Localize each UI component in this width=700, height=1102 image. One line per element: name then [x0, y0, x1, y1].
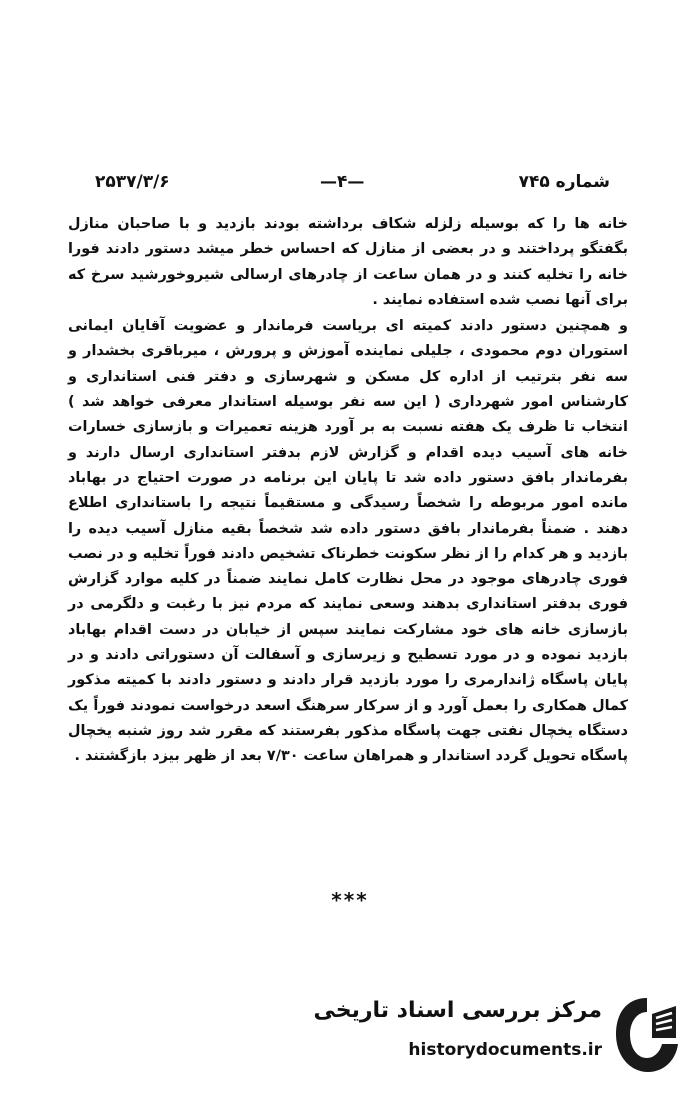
- archive-watermark: [313, 988, 682, 1084]
- document-number: شماره ۷۴۵: [518, 172, 610, 192]
- paragraph-1: خانه ها را که بوسیله زلزله شکاف برداشته بودند بازدید و با صاحبان منازل بگفتگو پرداختند و در بعضی از منازل که احساس خطر میشد دستور دادند فورا خانه را تخلیه کنند و در همان ساعت از چادرهای ارسالی شیروخورشید سرخ که برای آنها نصب شده استفاده نمایند .: [68, 216, 628, 308]
- page-marker: —۴—: [320, 172, 365, 192]
- archive-website: historydocuments.ir: [408, 1040, 602, 1060]
- end-mark: ***: [331, 888, 369, 912]
- document-date: ۲۵۳۷/۳/۶: [95, 172, 170, 192]
- document-header: [95, 172, 610, 198]
- document-body: [68, 212, 628, 770]
- archive-name: مرکز بررسی اسناد تاریخی: [313, 998, 602, 1023]
- paragraph-2: و همچنین دستور دادند کمیته ای بریاست فرماندار و عضویت آقایان ایمانی استوران دوم محمودی ، جلیلی نماینده آموزش و پرورش ، میرباقری بخشدار و سه نفر بترتیب از اداره کل مسکن و شهرسازی و دفتر فنی استانداری و کارشناس امور شهرداری ( این سه نفر بوسیله استاندار معرفی خواهد شد ) انتخاب تا ظرف یک هفته نسبت به بر آورد هزینه تعمیرات و بازسازی خسارات خانه های آسیب دیده اقدام و گزارش لازم بدفتر استانداری ارسال دارند و بفرماندار بافق دستور داده شد تا پایان این برنامه در صورت احتیاج در بهاباد مانده امور مربوطه را شخصاً رسیدگی و مستقیماً نتیجه را باستانداری اطلاع دهند . ضمناً بفرماندار بافق دستور داده شد شخصاً بقیه منازل آسیب دیده را بازدید و هر کدام را از نظر سکونت خطرناک تشخیص دادند فوراً تخلیه و در نصب فوری چادرهای موجود در محل نظارت کامل نمایند ضمناً در کلیه موارد گزارش فوری بدفتر استانداری بدهند وسعی نمایند که مردم نیز با رغبت و دلگرمی در بازسازی خانه های خود مشارکت نمایند سپس از خیابان در دست اقدام بهاباد بازدید نموده و در مورد تسطیح و زیرسازی و آسفالت آن دستوراتی دادند و در پایان پاسگاه ژاندارمری را مورد بازدید قرار دادند و دستور دادند با کمیته مذکور کمال همکاری را بعمل آورد و از سرکار سرهنگ اسعد درخواست نمودند فوراً یک دستگاه یخچال نفتی جهت پاسگاه مذکور بفرستند که مقرر شد روز شنبه یخچال پاسگاه تحویل گردد استاندار و همراهان ساعت ۷/۳۰ بعد از ظهر بیزد بازگشتند .: [68, 318, 628, 765]
- document-emblem-icon: [612, 994, 682, 1076]
